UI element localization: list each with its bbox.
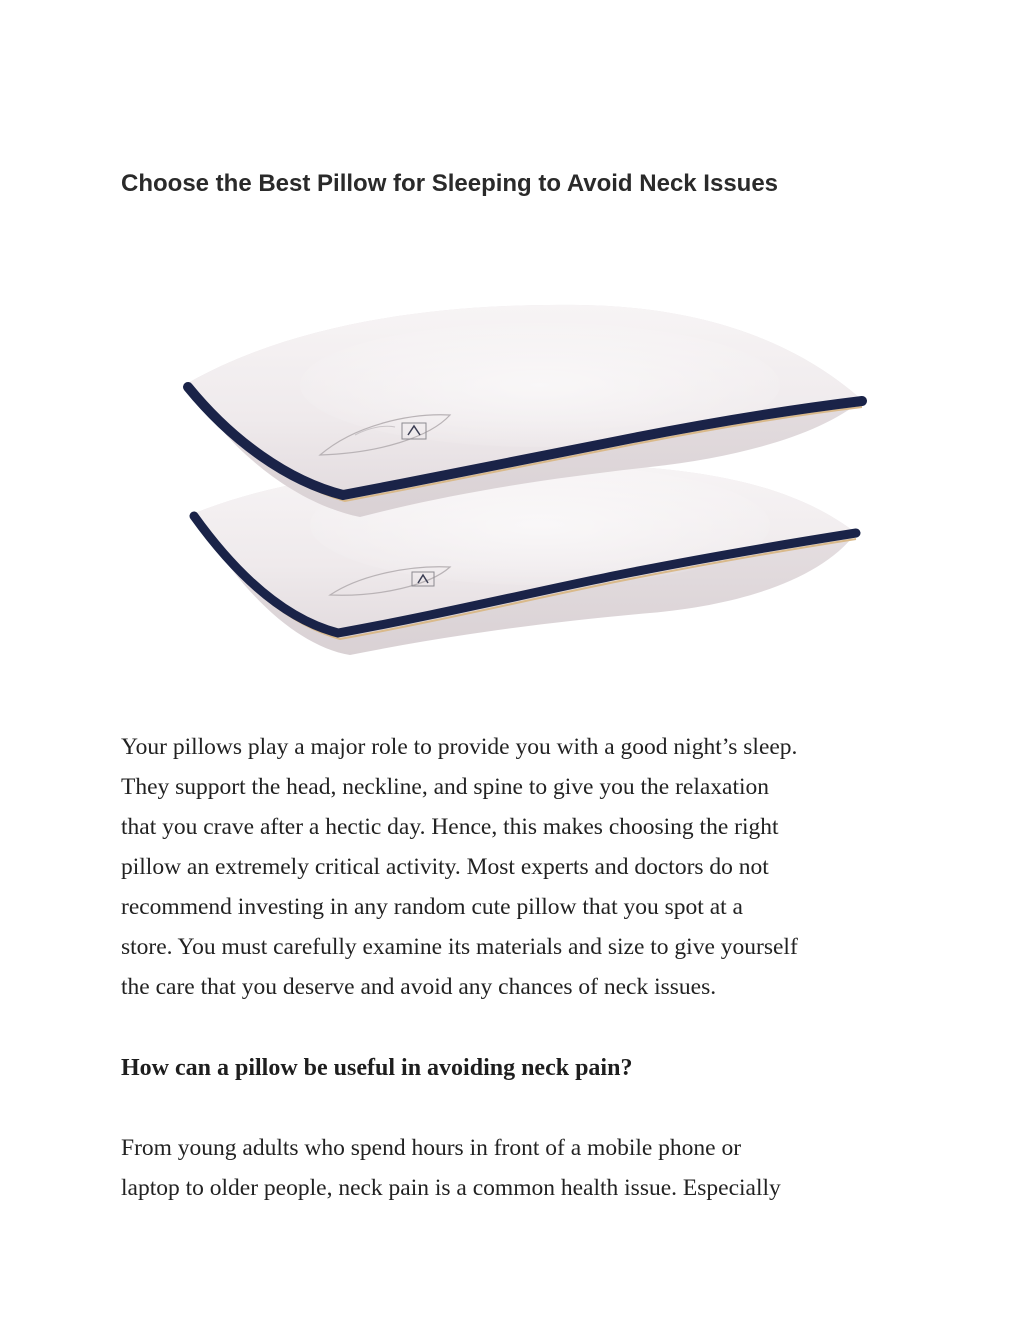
paragraph-line: that you crave after a hectic day. Hence, this makes choosing the right [121, 814, 779, 840]
paragraph-line: From young adults who spend hours in front of a mobile phone or [121, 1135, 742, 1161]
paragraph-line: They support the head, neckline, and spine to give you the relaxation [121, 774, 770, 800]
paragraph-line: the care that you deserve and avoid any chances of neck issues. [121, 974, 717, 1000]
section-heading: How can a pillow be useful in avoiding neck pain? [121, 1055, 633, 1081]
paragraph-line: recommend investing in any random cute pillow that you spot at a [121, 894, 743, 920]
paragraph-line: pillow an extremely critical activity. Most experts and doctors do not [121, 854, 769, 880]
paragraph-line: Your pillows play a major role to provide you with a good night’s sleep. [121, 734, 798, 760]
pillow-stack-image [180, 295, 870, 670]
paragraph-line: laptop to older people, neck pain is a common health issue. Especially [121, 1175, 781, 1201]
section-paragraph [121, 1128, 921, 1208]
page-title: Choose the Best Pillow for Sleeping to Avoid Neck Issues [121, 170, 779, 197]
paragraph-line: store. You must carefully examine its materials and size to give yourself [121, 934, 798, 960]
intro-paragraph [121, 727, 921, 1007]
bottom-pillow [194, 464, 856, 655]
